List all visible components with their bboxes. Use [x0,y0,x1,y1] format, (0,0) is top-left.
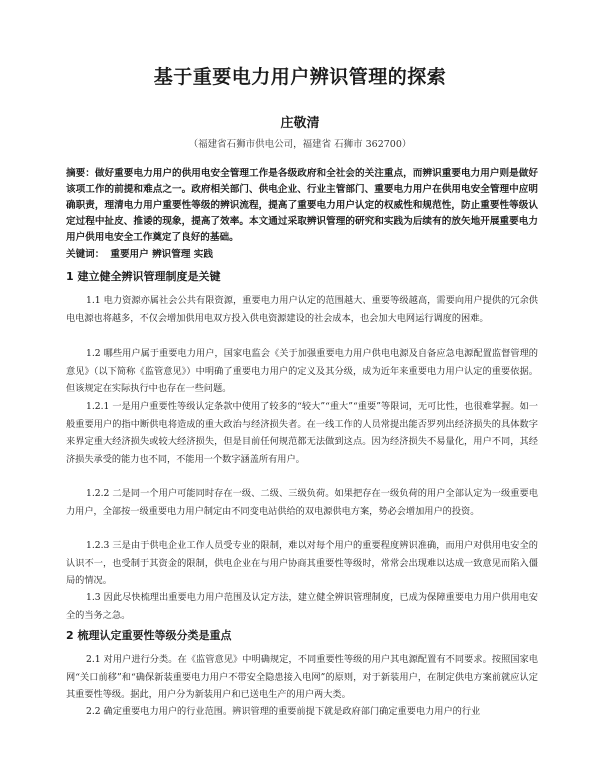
paper-title: 基于重要电力用户辨识管理的探索 [153,66,447,88]
abstract [66,166,538,246]
keywords-text: 重要用户 辨识管理 实践 [110,249,213,260]
paragraph-1-2: 1.2 哪些用户属于重要电力用户，国家电监会《关于加强重要电力用户供电电源及自备应急电源配置监督管理的意见》（以下简称《监管意见》）中明确了重要电力用户的定义及其分级，成为近年来重要电力用户认定的重要依据。但该规定在实际执行中也存在一些问题。 [66,348,538,394]
paragraph-1-2-2: 1.2.2 二是同一个用户可能同时存在一级、二级、三级负荷。如果把存在一级负荷的用户全部认定为一级重要电力用户，全部按一级重要电力用户制定由不同变电站供给的双电源供电方案，势必会增加用户的投资。 [66,488,538,517]
paragraph-2-2: 2.2 确定重要电力用户的行业范围。辨识管理的重要前提下就是政府部门确定重要电力用户的行业 [86,706,481,717]
keywords [66,246,538,260]
author-name: 庄敬清 [280,116,320,131]
section-1-heading: 1 建立健全辨识管理制度是关键 [66,270,221,283]
keywords-label: 关键词： [66,249,105,260]
abstract-text: 做好重要电力用户的供用电安全管理工作是各级政府和全社会的关注重点，而辨识重要电力用户则是做好该项工作的前提和难点之一。政府相关部门、供电企业、行业主管部门、重要电力用户在供用电安全管理中应明确职责，理清电力用户重要性等级的辨识流程，提高了重要电力用户认定的权威性和规范性，防止重要性等级认定过程中扯皮、推诿的现象，提高了效率。本文通过采取辨识管理的研究和实践为后续有的放矢地开展重要电力用户供用电安全工作奠定了良好的基础。 [66,168,539,243]
paragraph-1-2-3: 1.2.3 三是由于供电企业工作人员受专业的限制，难以对每个用户的重要程度辨识准确，而用户对供用电安全的认识不一，也受制于其资金的限制，供电企业在与用户协商其重要性等级时，常常会出现难以达成一致意见而陷入僵局的情况。 [66,540,538,586]
paragraph-1-1: 1.1 电力资源亦属社会公共有限资源，重要电力用户认定的范围越大、重要等级越高，需要向用户提供的冗余供电电源也将越多，不仅会增加供用电双方投入供电资源建设的社会成本，也会加大电网运行调度的困难。 [66,295,538,324]
abstract-label: 摘要： [66,168,95,179]
paragraph-2-1: 2.1 对用户进行分类。在《监管意见》中明确规定，不同重要性等级的用户其电源配置有不同要求。按照国家电网“关口前移”和“确保新装重要电力用户不带安全隐患接入电网”的原则，对于新装用户，在制定供电方案前就应认定其重要性等级。据此，用户分为新装用户和已送电生产的用户两大类。 [66,654,538,700]
paragraph-1-2-1: 1.2.1 一是用户重要性等级认定条款中使用了较多的“较大”“重大”“重要”等限词，无可比性，也很难掌握。如一般重要用户的指中断供电将造成的重大政治与经济损失者。在一线工作的人员常提出能否罗列出经济损失的具体数字来界定重大经济损失或较大经济损失，但是目前任何规范都无法做到这点。因为经济损失不易量化，用户不同，其经济损失承受的能力也不同，不能用一个数字涵盖所有用户。 [66,401,538,465]
section-2-heading: 2 梳理认定重要性等级分类是重点 [66,629,232,642]
author-affiliation: （福建省石狮市供电公司，福建省 石狮市 362700） [188,139,412,150]
paragraph-1-3: 1.3 因此尽快梳理出重要电力用户范围及认定方法，建立健全辨识管理制度，已成为保障重要电力用户供用电安全的当务之急。 [66,592,538,621]
